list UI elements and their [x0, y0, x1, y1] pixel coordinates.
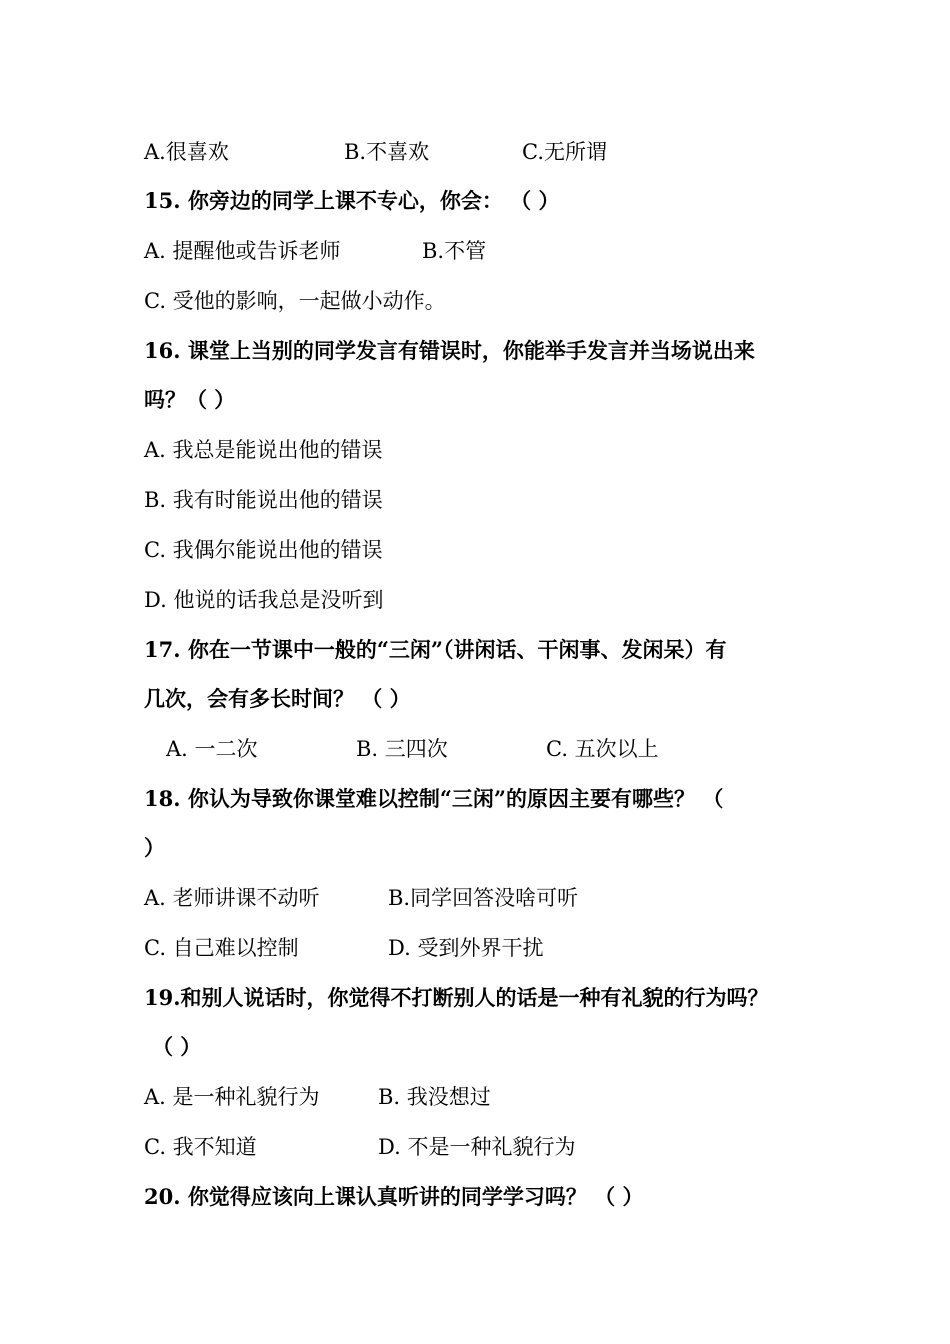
question-16-line-1: 16. 课堂上当别的同学发言有错误时，你能举手发言并当场说出来	[144, 338, 755, 363]
question-18-line-2: ）	[144, 835, 165, 860]
q15-option-c: C. 受他的影响，一起做小动作。	[144, 289, 446, 313]
q15-option-b: B.不管	[422, 239, 487, 263]
question-18-line-1: 18. 你认为导致你课堂难以控制“三闲”的原因主要有哪些？ （	[144, 786, 724, 811]
q16-option-b: B. 我有时能说出他的错误	[144, 488, 383, 512]
q14-option-a: A.很喜欢	[144, 140, 229, 164]
q15-option-a: A. 提醒他或告诉老师	[144, 239, 341, 263]
q19-option-a: A. 是一种礼貌行为	[144, 1085, 320, 1109]
q19-option-d: D. 不是一种礼貌行为	[378, 1135, 576, 1159]
question-20: 20. 你觉得应该向上课认真听讲的同学学习吗？ （ ）	[144, 1184, 644, 1209]
q14-option-c: C.无所谓	[522, 140, 607, 164]
q18-option-d: D. 受到外界干扰	[388, 936, 544, 960]
q17-option-b: B. 三四次	[356, 737, 448, 761]
question-17-line-1: 17. 你在一节课中一般的“三闲”（讲闲话、干闲事、发闲呆）有	[144, 637, 727, 662]
q18-option-b: B.同学回答没啥可听	[388, 886, 579, 910]
q16-option-c: C. 我偶尔能说出他的错误	[144, 538, 383, 562]
q18-option-c: C. 自己难以控制	[144, 936, 299, 960]
question-17-line-2: 几次，会有多长时间？ （ ）	[144, 686, 411, 711]
question-19-line-1: 19.和别人说话时，你觉得不打断别人的话是一种有礼貌的行为吗？	[144, 985, 769, 1010]
q17-option-a: A. 一二次	[166, 737, 258, 761]
q16-option-a: A. 我总是能说出他的错误	[144, 438, 383, 462]
q16-option-d: D. 他说的话我总是没听到	[144, 588, 384, 612]
q18-option-a: A. 老师讲课不动听	[144, 886, 320, 910]
q19-option-b: B. 我没想过	[378, 1085, 491, 1109]
question-15: 15. 你旁边的同学上课不专心，你会： （ ）	[144, 188, 560, 213]
question-19-line-2: （ ）	[152, 1034, 202, 1059]
q17-option-c: C. 五次以上	[546, 737, 659, 761]
q14-option-b: B.不喜欢	[344, 140, 430, 164]
q19-option-c: C. 我不知道	[144, 1135, 257, 1159]
question-16-line-2: 吗？（ ）	[144, 387, 236, 412]
